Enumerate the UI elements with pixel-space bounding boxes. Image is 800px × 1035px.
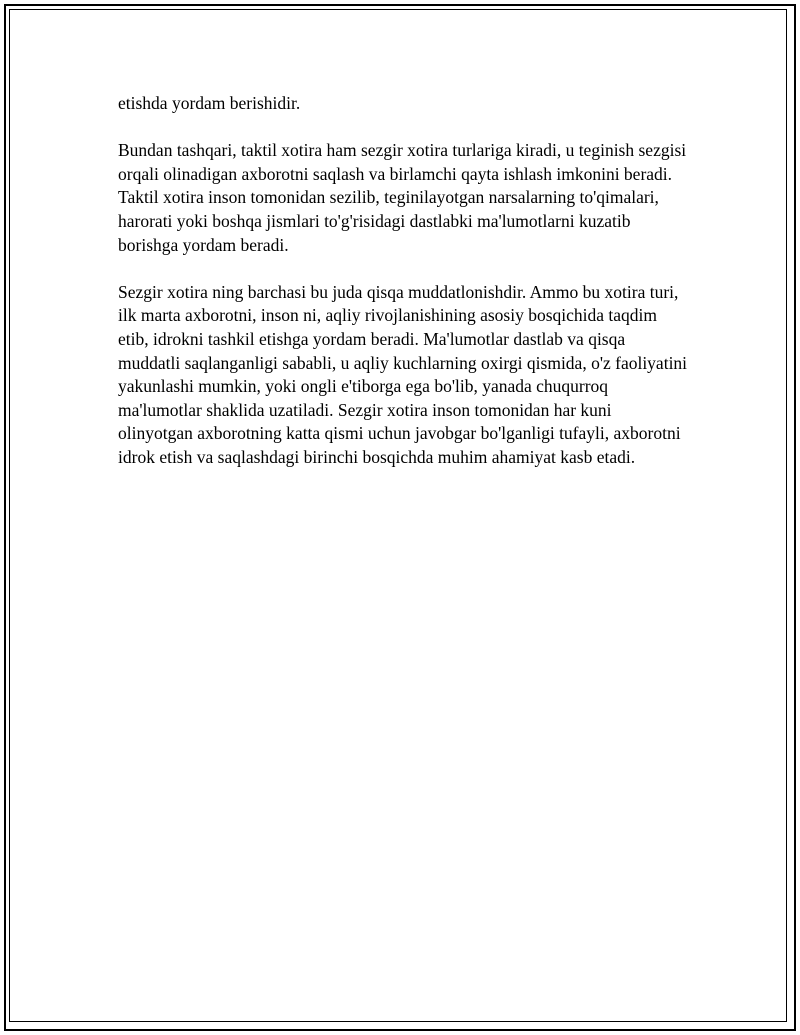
paragraph-3: Sezgir xotira ning barchasi bu juda qisqa muddatlonishdir. Ammo bu xotira turi, ilk marta axborotni, inson ni, aqliy rivojlanishining asosiy bosqichida taqdim etib, idrokni tashkil etishga yordam beradi. Ma'lumotlar dastlab va qisqa muddatli saqlanganligi sababli, u aqliy kuchlarning oxirgi qismida, o'z faoliyatini yakunlashi mumkin, yoki ongli e'tiborga ega bo'lib, yanada chuqurroq ma'lumotlar shaklida uzatiladi. Sezgir xotira inson tomonidan har kuni olinyotgan axborotning katta qismi uchun javobgar bo'lganligi tufayli, axborotni idrok etish va saqlashdagi birinchi bosqichda muhim ahamiyat kasb etadi.	[118, 281, 688, 467]
paragraph-2: Bundan tashqari, taktil xotira ham sezgir xotira turlariga kiradi, u teginish sezgisi orqali olinadigan axborotni saqlash va birlamchi qayta ishlash imkonini beradi. Taktil xotira inson tomonidan sezilib, teginilayotgan narsalarning to'qimalari, harorati yoki boshqa jismlari to'g'risidagi dastlabki ma'lumotlarni kuzatib borishga yordam beradi.	[118, 140, 687, 255]
paragraph-1: etishda yordam berishidir.	[118, 93, 301, 113]
document-body	[118, 92, 688, 493]
